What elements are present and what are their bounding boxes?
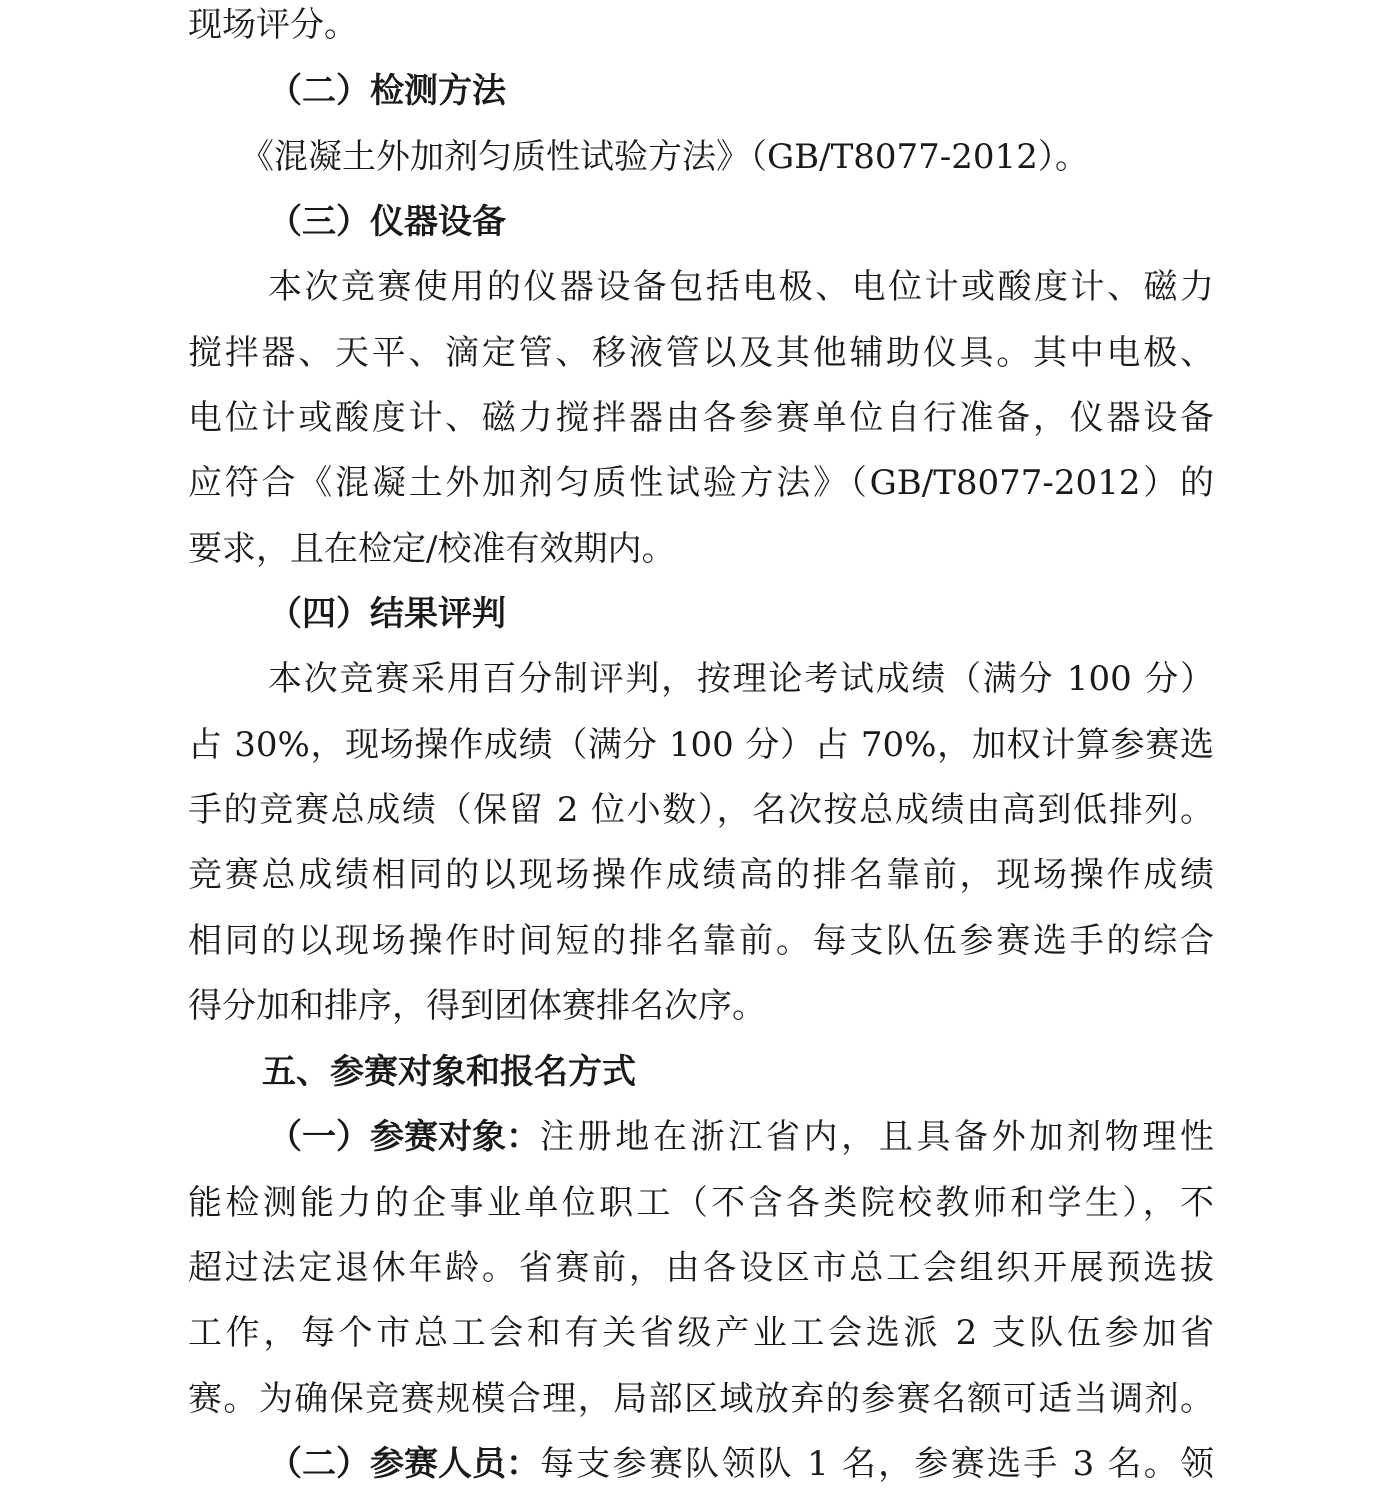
item-label: （二）参赛人员：: [268, 1444, 540, 1484]
paragraph-line: 占 30%，现场操作成绩（满分 100 分）占 70%，加权计算参赛选: [188, 725, 1214, 765]
paragraph-line: 竞赛总成绩相同的以现场操作成绩高的排名靠前，现场操作成绩: [188, 855, 1214, 895]
item-text: 注册地在浙江省内，且具备外加剂物理性: [540, 1117, 1214, 1157]
section-heading: （四）结果评判: [268, 594, 506, 634]
paragraph-line: 工作，每个市总工会和有关省级产业工会选派 2 支队伍参加省: [188, 1313, 1214, 1353]
paragraph-line: 能检测能力的企事业单位职工（不含各类院校教师和学生），不: [188, 1183, 1214, 1223]
paragraph-line: 得分加和排序，得到团体赛排名次序。: [188, 986, 766, 1026]
paragraph-line: 本次竞赛采用百分制评判，按理论考试成绩（满分 100 分）: [268, 659, 1214, 699]
item-text: 每支参赛队领队 1 名，参赛选手 3 名。领: [540, 1444, 1214, 1484]
paragraph-line: 相同的以现场操作时间短的排名靠前。每支队伍参赛选手的综合: [188, 921, 1214, 961]
standard-reference: 《混凝土外加剂匀质性试验方法》（GB/T8077-2012）。: [240, 137, 1089, 177]
paragraph-line: 电位计或酸度计、磁力搅拌器由各参赛单位自行准备，仪器设备: [188, 398, 1214, 438]
paragraph-line: 要求，且在检定/校准有效期内。: [188, 529, 676, 569]
paragraph-line: 应符合《混凝土外加剂匀质性试验方法》（GB/T8077-2012）的: [188, 463, 1214, 503]
paragraph-line: 赛。为确保竞赛规模合理，局部区域放弃的参赛名额可适当调剂。: [188, 1379, 1214, 1419]
item-label: （一）参赛对象：: [268, 1117, 540, 1157]
paragraph-line: 现场评分。: [188, 5, 358, 45]
paragraph-line: 本次竞赛使用的仪器设备包括电极、电位计或酸度计、磁力: [268, 267, 1214, 307]
paragraph-line: 超过法定退休年龄。省赛前，由各设区市总工会组织开展预选拔: [188, 1248, 1214, 1288]
section-heading: （二）检测方法: [268, 71, 506, 111]
paragraph-line: [268, 1441, 1214, 1487]
paragraph-line: 手的竞赛总成绩（保留 2 位小数），名次按总成绩由高到低排列。: [188, 790, 1214, 830]
paragraph-line: 搅拌器、天平、滴定管、移液管以及其他辅助仪具。其中电极、: [188, 333, 1214, 373]
chapter-heading: 五、参赛对象和报名方式: [262, 1052, 636, 1092]
paragraph-line: [268, 1114, 1214, 1160]
section-heading: （三）仪器设备: [268, 202, 506, 242]
